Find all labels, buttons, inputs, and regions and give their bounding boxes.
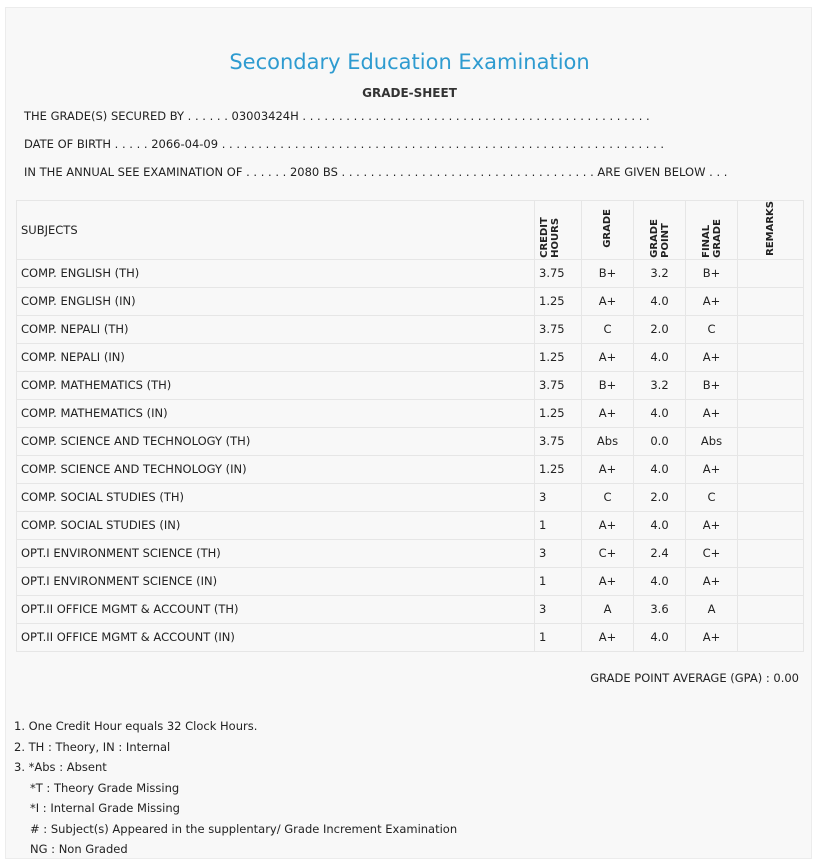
grade-point-cell: 2.0 bbox=[634, 483, 686, 511]
header-remarks-label: REMARKS bbox=[765, 201, 776, 256]
credit-hours-cell: 1.25 bbox=[535, 343, 582, 371]
credit-hours-cell: 1 bbox=[535, 623, 582, 651]
credit-hours-cell: 1.25 bbox=[535, 455, 582, 483]
subject-cell: COMP. ENGLISH (IN) bbox=[17, 287, 535, 315]
grade-cell: A bbox=[582, 595, 634, 623]
table-header-row bbox=[17, 201, 804, 260]
grade-cell: A+ bbox=[582, 287, 634, 315]
final-grade-cell: A+ bbox=[686, 455, 738, 483]
header-credit-hours-label: CREDIT HOURS bbox=[539, 216, 561, 258]
note-item: # : Subject(s) Appeared in the supplentary/ Grade Increment Examination bbox=[30, 821, 458, 836]
header-remarks bbox=[738, 201, 804, 260]
notes-list bbox=[14, 716, 457, 860]
final-grade-cell: C+ bbox=[686, 539, 738, 567]
credit-hours-cell: 1.25 bbox=[535, 287, 582, 315]
grade-cell: A+ bbox=[582, 567, 634, 595]
remarks-cell bbox=[738, 567, 804, 595]
exam-label: IN THE ANNUAL SEE EXAMINATION OF . . . . . . bbox=[24, 165, 287, 179]
dob-value: 2066-04-09 bbox=[151, 137, 219, 151]
table-row bbox=[17, 427, 804, 455]
subject-cell: OPT.II OFFICE MGMT & ACCOUNT (IN) bbox=[17, 623, 535, 651]
dob-label: DATE OF BIRTH . . . . . bbox=[24, 137, 148, 151]
header-credit-hours bbox=[535, 201, 582, 260]
subject-cell: COMP. SOCIAL STUDIES (TH) bbox=[17, 483, 535, 511]
table-row bbox=[17, 455, 804, 483]
grades-table bbox=[16, 200, 804, 652]
grade-sheet bbox=[5, 7, 812, 859]
grade-cell: B+ bbox=[582, 371, 634, 399]
credit-hours-cell: 1 bbox=[535, 567, 582, 595]
header-grade-point bbox=[634, 201, 686, 260]
credit-hours-cell: 1.25 bbox=[535, 399, 582, 427]
table-row bbox=[17, 539, 804, 567]
secured-by-line bbox=[24, 109, 650, 123]
header-subjects: SUBJECTS bbox=[17, 201, 535, 260]
remarks-cell bbox=[738, 511, 804, 539]
credit-hours-cell: 3.75 bbox=[535, 371, 582, 399]
final-grade-cell: A+ bbox=[686, 343, 738, 371]
grade-point-cell: 4.0 bbox=[634, 343, 686, 371]
dob-line bbox=[24, 137, 664, 151]
note-item: *I : Internal Grade Missing bbox=[30, 801, 180, 815]
subject-cell: COMP. MATHEMATICS (TH) bbox=[17, 371, 535, 399]
table-row bbox=[17, 287, 804, 315]
header-final-grade bbox=[686, 201, 738, 260]
remarks-cell bbox=[738, 287, 804, 315]
grade-cell: A+ bbox=[582, 511, 634, 539]
grade-point-cell: 2.4 bbox=[634, 539, 686, 567]
subject-cell: OPT.I ENVIRONMENT SCIENCE (IN) bbox=[17, 567, 535, 595]
grade-cell: C bbox=[582, 315, 634, 343]
subject-cell: COMP. MATHEMATICS (IN) bbox=[17, 399, 535, 427]
table-row bbox=[17, 567, 804, 595]
subject-cell: COMP. ENGLISH (TH) bbox=[17, 259, 535, 287]
note-item: *T : Theory Grade Missing bbox=[30, 780, 180, 795]
page-subtitle: GRADE-SHEET bbox=[362, 86, 457, 100]
subject-cell: COMP. SCIENCE AND TECHNOLOGY (TH) bbox=[17, 427, 535, 455]
symbol-number: 03003424H bbox=[231, 109, 299, 123]
credit-hours-cell: 3 bbox=[535, 595, 582, 623]
final-grade-cell: A+ bbox=[686, 623, 738, 651]
grade-point-cell: 2.0 bbox=[634, 315, 686, 343]
grade-cell: A+ bbox=[582, 343, 634, 371]
remarks-cell bbox=[738, 595, 804, 623]
grade-point-cell: 4.0 bbox=[634, 399, 686, 427]
final-grade-cell: B+ bbox=[686, 371, 738, 399]
table-row bbox=[17, 511, 804, 539]
table-row bbox=[17, 343, 804, 371]
grade-point-cell: 3.2 bbox=[634, 259, 686, 287]
table-row bbox=[17, 623, 804, 651]
final-grade-cell: B+ bbox=[686, 259, 738, 287]
final-grade-cell: A+ bbox=[686, 399, 738, 427]
grade-point-cell: 4.0 bbox=[634, 287, 686, 315]
subject-cell: COMP. NEPALI (IN) bbox=[17, 343, 535, 371]
exam-line bbox=[24, 165, 727, 179]
gpa-value: GRADE POINT AVERAGE (GPA) : 0.00 bbox=[590, 671, 799, 685]
final-grade-cell: A+ bbox=[686, 287, 738, 315]
subject-cell: OPT.II OFFICE MGMT & ACCOUNT (TH) bbox=[17, 595, 535, 623]
dob-trail: . . . . . . . . . . . . . . . . . . . . . . . . . . . . . . . . . . . . . . . . . . . . . . . . . . . . . . . . . . . . . bbox=[221, 137, 665, 151]
final-grade-cell: C bbox=[686, 315, 738, 343]
credit-hours-cell: 3 bbox=[535, 483, 582, 511]
note-item: NG : Non Graded bbox=[30, 842, 128, 856]
exam-trail: . . . . . . . . . . . . . . . . . . . . . . . . . . . . . . . . . . . ARE GIVEN BELOW . . . bbox=[341, 165, 728, 179]
header-grade-point-label: GRADE POINT bbox=[648, 218, 671, 258]
table-row bbox=[17, 315, 804, 343]
note-item: 3. *Abs : Absent bbox=[14, 760, 107, 774]
remarks-cell bbox=[738, 343, 804, 371]
remarks-cell bbox=[738, 483, 804, 511]
remarks-cell bbox=[738, 315, 804, 343]
grade-point-cell: 4.0 bbox=[634, 567, 686, 595]
grade-point-cell: 4.0 bbox=[634, 511, 686, 539]
exam-year: 2080 BS bbox=[289, 165, 338, 179]
grade-point-cell: 3.2 bbox=[634, 371, 686, 399]
subject-cell: COMP. NEPALI (TH) bbox=[17, 315, 535, 343]
grade-cell: A+ bbox=[582, 455, 634, 483]
grade-point-cell: 0.0 bbox=[634, 427, 686, 455]
grade-cell: C+ bbox=[582, 539, 634, 567]
remarks-cell bbox=[738, 539, 804, 567]
header-final-grade-label: FINAL GRADE bbox=[700, 218, 723, 258]
final-grade-cell: A+ bbox=[686, 511, 738, 539]
grade-point-cell: 4.0 bbox=[634, 455, 686, 483]
remarks-cell bbox=[738, 259, 804, 287]
subject-cell: COMP. SCIENCE AND TECHNOLOGY (IN) bbox=[17, 455, 535, 483]
grade-point-cell: 3.6 bbox=[634, 595, 686, 623]
final-grade-cell: A+ bbox=[686, 567, 738, 595]
grade-point-cell: 4.0 bbox=[634, 623, 686, 651]
page-title: Secondary Education Examination bbox=[229, 50, 590, 74]
grade-cell: C bbox=[582, 483, 634, 511]
table-row bbox=[17, 371, 804, 399]
credit-hours-cell: 1 bbox=[535, 511, 582, 539]
grade-cell: Abs bbox=[582, 427, 634, 455]
grade-cell: A+ bbox=[582, 399, 634, 427]
credit-hours-cell: 3.75 bbox=[535, 315, 582, 343]
secured-by-trail: . . . . . . . . . . . . . . . . . . . . . . . . . . . . . . . . . . . . . . . . . . . . . . . . bbox=[302, 109, 650, 123]
final-grade-cell: A bbox=[686, 595, 738, 623]
subject-cell: OPT.I ENVIRONMENT SCIENCE (TH) bbox=[17, 539, 535, 567]
remarks-cell bbox=[738, 455, 804, 483]
remarks-cell bbox=[738, 427, 804, 455]
credit-hours-cell: 3.75 bbox=[535, 427, 582, 455]
note-item: 1. One Credit Hour equals 32 Clock Hours. bbox=[14, 719, 258, 733]
remarks-cell bbox=[738, 399, 804, 427]
credit-hours-cell: 3 bbox=[535, 539, 582, 567]
subject-cell: COMP. SOCIAL STUDIES (IN) bbox=[17, 511, 535, 539]
final-grade-cell: C bbox=[686, 483, 738, 511]
final-grade-cell: Abs bbox=[686, 427, 738, 455]
note-item: 2. TH : Theory, IN : Internal bbox=[14, 739, 171, 754]
header-grade bbox=[582, 201, 634, 260]
table-row bbox=[17, 595, 804, 623]
grade-cell: B+ bbox=[582, 259, 634, 287]
remarks-cell bbox=[738, 623, 804, 651]
table-row bbox=[17, 483, 804, 511]
header-grade-label: GRADE bbox=[602, 209, 613, 248]
secured-by-label: THE GRADE(S) SECURED BY . . . . . . bbox=[24, 109, 228, 123]
credit-hours-cell: 3.75 bbox=[535, 259, 582, 287]
grade-cell: A+ bbox=[582, 623, 634, 651]
remarks-cell bbox=[738, 371, 804, 399]
table-row bbox=[17, 399, 804, 427]
table-row bbox=[17, 259, 804, 287]
